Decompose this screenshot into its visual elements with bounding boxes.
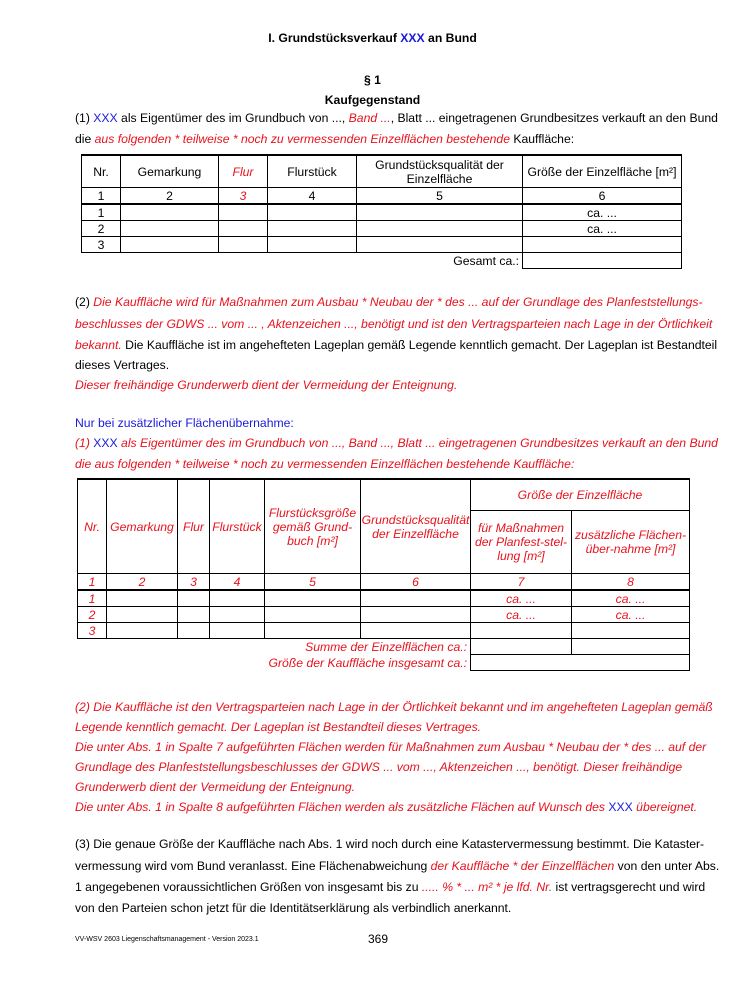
t2-cell: [178, 607, 210, 623]
p4-line6: Die unter Abs. 1 in Spalte 8 aufgeführten Flächen werden als zusätzliche Flächen auf Wunsch des XXX übereignet.: [75, 800, 698, 814]
t2-cell: [178, 590, 210, 607]
t1-colnum: 1: [82, 188, 121, 205]
table-row: [82, 204, 682, 221]
t1-cell: [357, 221, 523, 237]
extended-parcel-table: [77, 478, 690, 671]
seller-placeholder: XXX: [400, 31, 425, 45]
table-row: [78, 607, 690, 623]
t1-colnum: 5: [357, 188, 523, 205]
p5-line3: 1 angegebenen voraussichtlichen Größen von insgesamt bis zu ..... % * ... m² * je lfd. Nr. ist vertragsgerecht und wird: [75, 880, 706, 894]
p4-line2: Legende kenntlich gemacht. Der Lageplan ist Bestandteil dieses Vertrages.: [75, 720, 482, 734]
t1-header-nr: Nr.: [82, 155, 121, 188]
t1-cell: [523, 237, 682, 253]
t2-colnum: 5: [265, 574, 361, 591]
t2-header-gemarkung: Gemarkung: [107, 479, 178, 574]
t1-cell: [219, 237, 268, 253]
p1-line1: (1) XXX als Eigentümer des im Grundbuch von ..., Band ..., Blatt ... eingetragenen Grundbesitzes verkauft an den Bund: [75, 111, 718, 125]
t1-cell: [121, 237, 219, 253]
t2-cell: ca. ...: [471, 590, 572, 607]
p2-line3: bekannt. Die Kauffläche ist im angehefteten Lageplan gemäß Legende kenntlich gemacht. Der Lageplan ist Bestandteil: [75, 338, 718, 352]
t2-cell: [265, 590, 361, 607]
p2-line4: dieses Vertrages.: [75, 358, 170, 372]
t1-header-qualitaet: Grundstücksqualität der Einzelfläche: [357, 155, 523, 188]
t2-cell: [361, 590, 471, 607]
t2-sum-planfeststellung: [471, 639, 572, 655]
t2-colnum: 3: [178, 574, 210, 591]
t1-cell: ca. ...: [523, 204, 682, 221]
p3-line2: die aus folgenden * teilweise * noch zu vermessenden Einzelflächen bestehende Kauffläche:: [75, 457, 575, 471]
t2-cell: [265, 623, 361, 639]
t2-sum-zusaetzlich: [572, 639, 690, 655]
p4-line4: Grundlage des Planfeststellungsbeschlusses der GDWS ... vom ..., Aktenzeichen ..., benötigt. Dieser freihändige: [75, 760, 683, 774]
t1-cell: 2: [82, 221, 121, 237]
t2-cell: [107, 607, 178, 623]
table-row: [82, 221, 682, 237]
t1-header-gemarkung: Gemarkung: [121, 155, 219, 188]
page-number: 369: [368, 932, 389, 946]
t2-cell: [361, 623, 471, 639]
t2-cell: [210, 623, 265, 639]
t1-cell: 3: [82, 237, 121, 253]
section-heading: Kaufgegenstand: [324, 93, 421, 107]
parcel-table: [81, 154, 682, 269]
section-number: § 1: [364, 73, 381, 87]
t2-cell: ca. ...: [572, 607, 690, 623]
p1-line2: die aus folgenden * teilweise * noch zu vermessenden Einzelflächen bestehende Kauffläche:: [75, 132, 575, 146]
t2-cell: [107, 623, 178, 639]
t1-cell: [121, 221, 219, 237]
t2-cell: [210, 590, 265, 607]
p5-line1: (3) Die genaue Größe der Kauffläche nach Abs. 1 wird noch durch eine Katastervermessung bestimmt. Die Kataster-: [75, 837, 705, 851]
t2-header-flur: Flur: [178, 479, 210, 574]
t1-colnum: 4: [268, 188, 357, 205]
t1-cell: [357, 237, 523, 253]
t2-cell: [178, 623, 210, 639]
document-title: I. Grundstücksverkauf XXX an Bund: [268, 31, 477, 45]
t2-header-flurstueck: Flurstück: [210, 479, 265, 574]
t2-colnum: 6: [361, 574, 471, 591]
t2-subheader-planfeststellung: für Maßnahmen der Planfest-stel-lung [m²]: [471, 511, 572, 574]
t2-subheader-zusaetzlich: zusätzliche Flächen-über-nahme [m²]: [572, 511, 690, 574]
extra-acquisition-heading: Nur bei zusätzlicher Flächenübernahme:: [75, 416, 294, 430]
t2-header-groesse: Größe der Einzelfläche: [471, 479, 690, 511]
t1-cell: [219, 204, 268, 221]
t2-total-value: [471, 655, 690, 671]
t1-cell: 1: [82, 204, 121, 221]
t1-total-label: Gesamt ca.:: [453, 253, 519, 268]
p4-line5: Grunderwerb dient der Vermeidung der Enteignung.: [75, 780, 356, 794]
footer-version: VV-WSV 2603 Liegenschaftsmanagement - Version 2023.1: [75, 936, 259, 943]
t1-cell: [268, 204, 357, 221]
t2-colnum: 7: [471, 574, 572, 591]
t2-cell: [107, 590, 178, 607]
p2-line5: Dieser freihändige Grunderwerb dient der Vermeidung der Enteignung.: [75, 378, 458, 392]
p2-line2: beschlusses der GDWS ... vom ... , Aktenzeichen ..., benötigt und ist den Vertragsparteien nach Lage in der Örtlichkeit: [75, 317, 713, 331]
t2-cell: [361, 607, 471, 623]
t1-total-value: [523, 253, 682, 269]
t2-cell: ca. ...: [471, 607, 572, 623]
t2-cell: [210, 607, 265, 623]
t1-colnum: 2: [121, 188, 219, 205]
table-row: [82, 237, 682, 253]
p4-line1: (2) Die Kauffläche ist den Vertragsparteien nach Lage in der Örtlichkeit bekannt und im angehefteten Lageplan gemäß: [75, 700, 713, 714]
t1-header-flurstueck: Flurstück: [268, 155, 357, 188]
t1-cell: [121, 204, 219, 221]
t2-total-label: Größe der Kauffläche insgesamt ca.:: [268, 655, 467, 670]
table-row: [78, 590, 690, 607]
p2-line1: (2) Die Kauffläche wird für Maßnahmen zum Ausbau * Neubau der * des ... auf der Grundlage des Planfeststellungs-: [75, 295, 703, 309]
t1-header-flur: Flur: [219, 155, 268, 188]
p5-line4: von den Parteien schon jetzt für die Identitätserklärung als verbindlich anerkannt.: [75, 901, 512, 915]
t2-header-qualitaet: Grundstücksqualität der Einzelfläche: [361, 479, 471, 574]
t2-cell: 2: [78, 607, 107, 623]
t2-sum-label: Summe der Einzelflächen ca.:: [305, 639, 467, 654]
t2-colnum: 8: [572, 574, 690, 591]
t2-cell: [572, 623, 690, 639]
p4-line3: Die unter Abs. 1 in Spalte 7 aufgeführten Flächen werden für Maßnahmen zum Ausbau * Neubau der * des ... auf der: [75, 740, 707, 754]
t1-colnum: 6: [523, 188, 682, 205]
table-row: [78, 623, 690, 639]
t1-cell: [268, 221, 357, 237]
t1-cell: [357, 204, 523, 221]
t1-cell: [219, 221, 268, 237]
t2-colnum: 1: [78, 574, 107, 591]
t2-cell: ca. ...: [572, 590, 690, 607]
t2-cell: 3: [78, 623, 107, 639]
p3-line1: (1) XXX als Eigentümer des im Grundbuch von ..., Band ..., Blatt ... eingetragenen Grundbesitzes verkauft an den Bund: [75, 436, 718, 450]
t2-cell: [471, 623, 572, 639]
t2-colnum: 2: [107, 574, 178, 591]
t2-colnum: 4: [210, 574, 265, 591]
t1-cell: ca. ...: [523, 221, 682, 237]
t2-cell: [265, 607, 361, 623]
t2-header-flurstuecksgroesse: Flurstücksgröße gemäß Grund-buch [m²]: [265, 479, 361, 574]
t2-header-nr: Nr.: [78, 479, 107, 574]
p5-line2: vermessung wird vom Bund veranlasst. Eine Flächenabweichung der Kauffläche * der Einzelflächen von den unter Abs.: [75, 859, 720, 873]
t1-header-groesse: Größe der Einzelfläche [m²]: [523, 155, 682, 188]
t1-colnum: 3: [219, 188, 268, 205]
t2-cell: 1: [78, 590, 107, 607]
t1-cell: [268, 237, 357, 253]
